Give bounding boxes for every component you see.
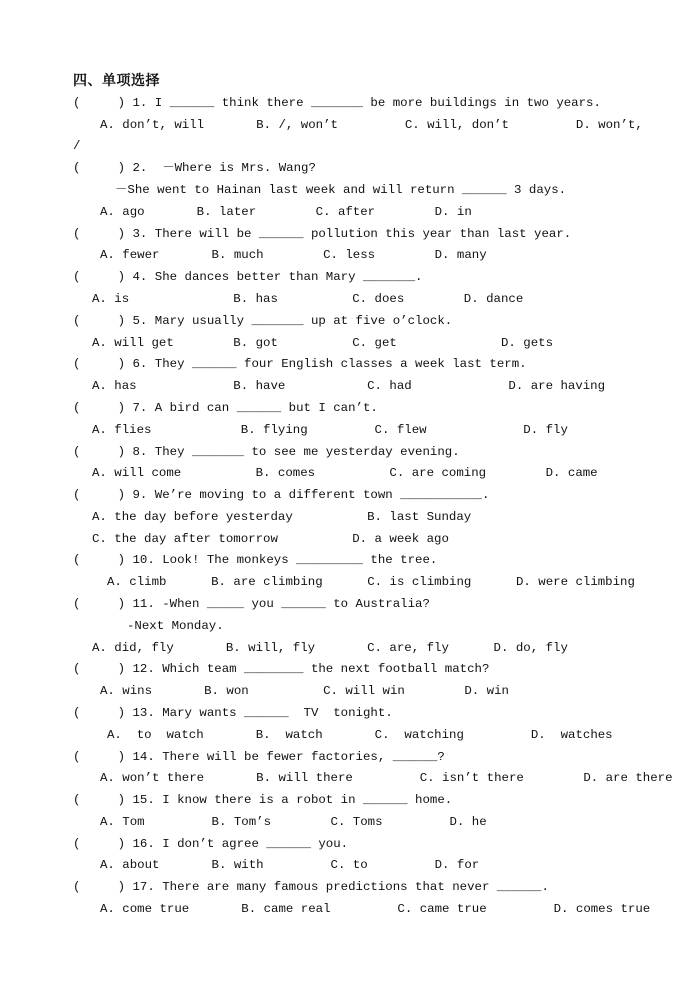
question-line: ( ) 11. -When _____ you ______ to Australia? — [73, 597, 430, 611]
question-line: ( ) 14. There will be fewer factories, ______? — [73, 750, 445, 764]
options-line-continued: / — [73, 139, 81, 153]
options-line: A. did, fly B. will, fly C. are, fly D. do, fly — [92, 641, 568, 655]
options-line: A. fewer B. much C. less D. many — [100, 248, 487, 262]
question-line: ( ) 8. They _______ to see me yesterday evening. — [73, 445, 460, 459]
options-line: C. the day after tomorrow D. a week ago — [92, 532, 449, 546]
dialogue-line: -Next Monday. — [127, 619, 224, 633]
options-line: A. will come B. comes C. are coming D. came — [92, 466, 598, 480]
dialogue-line: －She went to Hainan last week and will return ______ 3 days. — [115, 183, 567, 197]
options-line: A. to watch B. watch C. watching D. watches — [107, 728, 613, 742]
question-line: ( ) 3. There will be ______ pollution this year than last year. — [73, 227, 572, 241]
options-line: A. Tom B. Tom’s C. Toms D. he — [100, 815, 487, 829]
question-line: ( ) 7. A bird can ______ but I can’t. — [73, 401, 378, 415]
options-line: A. the day before yesterday B. last Sunday — [92, 510, 472, 524]
question-line: ( ) 15. I know there is a robot in ______ home. — [73, 793, 453, 807]
options-line: A. is B. has C. does D. dance — [92, 292, 524, 306]
options-line: A. come true B. came real C. came true D. comes true — [100, 902, 651, 916]
options-line: A. will get B. got C. get D. gets — [92, 336, 554, 350]
section-title: 四、单项选择 — [73, 73, 160, 89]
options-line: A. about B. with C. to D. for — [100, 858, 480, 872]
question-line: ( ) 17. There are many famous predictions that never ______. — [73, 880, 549, 894]
question-line: ( ) 16. I don’t agree ______ you. — [73, 837, 349, 851]
options-line: A. won’t there B. will there C. isn’t there D. are there — [100, 771, 673, 785]
question-line: ( ) 10. Look! The monkeys _________ the tree. — [73, 553, 438, 567]
question-line: ( ) 2. －Where is Mrs. Wang? — [73, 161, 316, 175]
question-line: ( ) 1. I ______ think there _______ be more buildings in two years. — [73, 96, 601, 110]
options-line: A. wins B. won C. will win D. win — [100, 684, 509, 698]
options-line: A. don’t, will B. /, won’t C. will, don’t D. won’t, — [100, 118, 643, 132]
question-line: ( ) 6. They ______ four English classes a week last term. — [73, 357, 527, 371]
options-line: A. has B. have C. had D. are having — [92, 379, 606, 393]
question-line: ( ) 4. She dances better than Mary _______. — [73, 270, 423, 284]
options-line: A. flies B. flying C. flew D. fly — [92, 423, 568, 437]
question-line: ( ) 12. Which team ________ the next football match? — [73, 662, 490, 676]
options-line: A. climb B. are climbing C. is climbing D. were climbing — [107, 575, 635, 589]
options-line: A. ago B. later C. after D. in — [100, 205, 472, 219]
question-line: ( ) 9. We’re moving to a different town ___________. — [73, 488, 490, 502]
question-line: ( ) 5. Mary usually _______ up at five o’clock. — [73, 314, 453, 328]
question-line: ( ) 13. Mary wants ______ TV tonight. — [73, 706, 393, 720]
